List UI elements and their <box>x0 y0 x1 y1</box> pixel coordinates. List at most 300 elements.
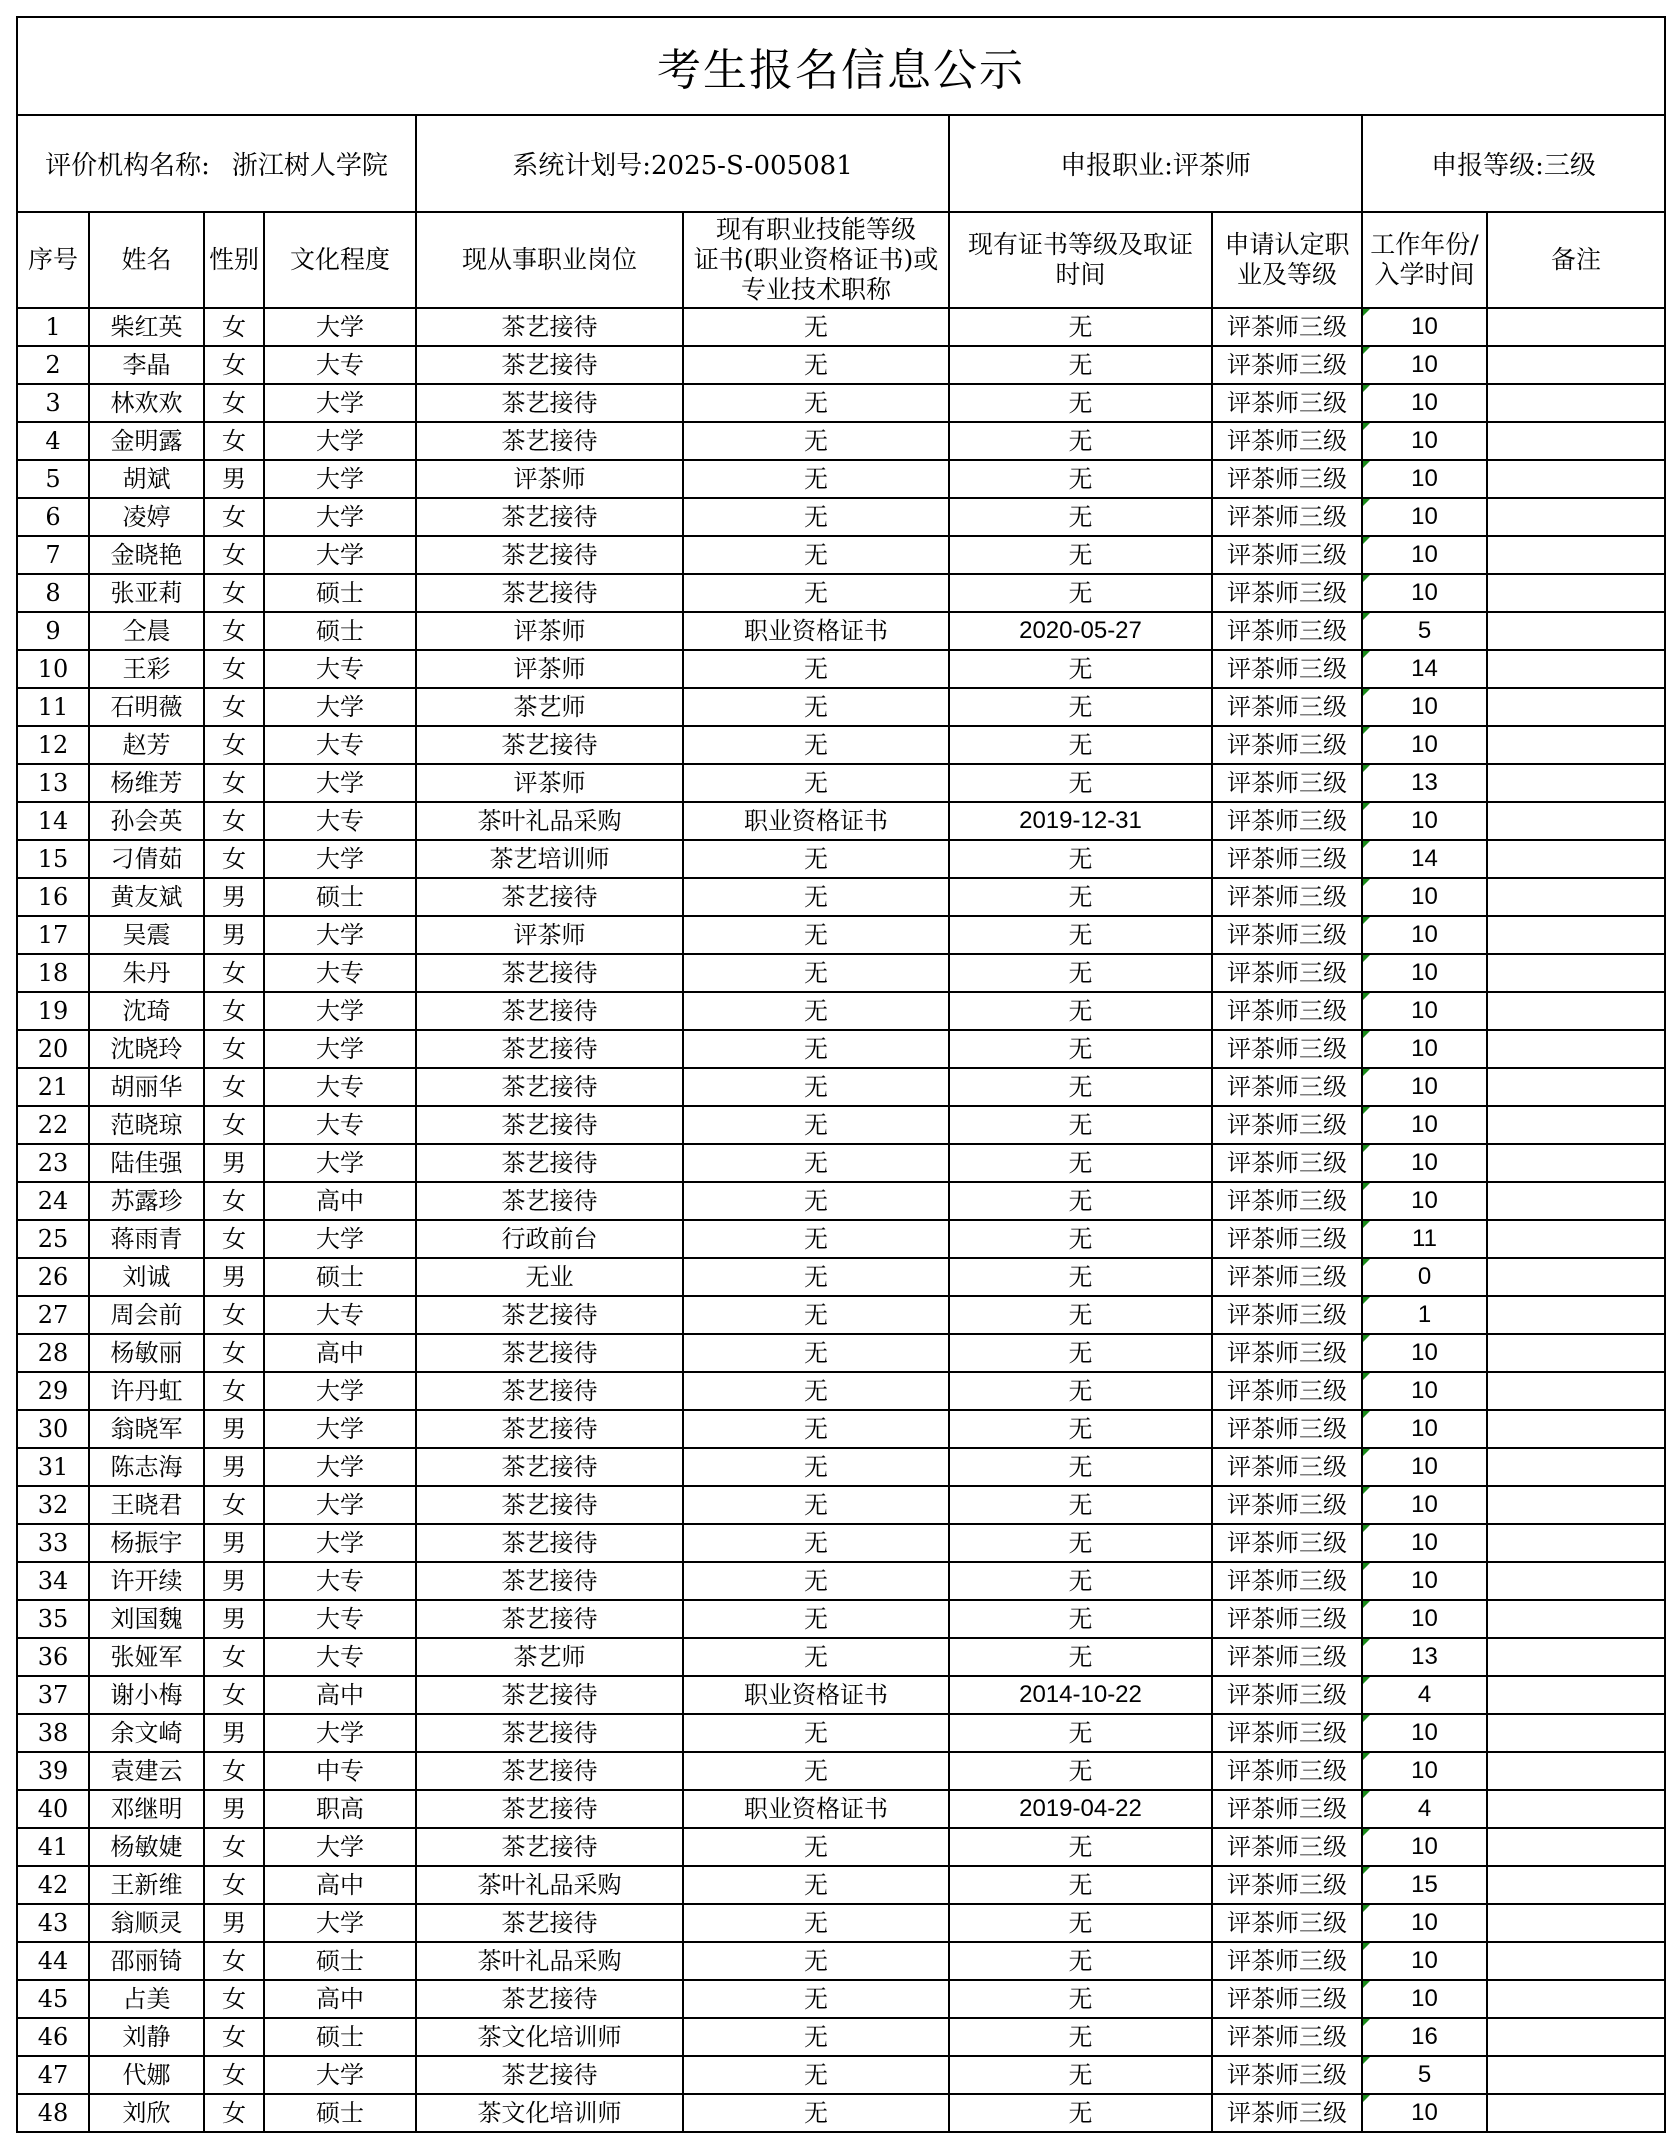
cell-education: 大学 <box>264 1030 416 1068</box>
cell-name: 刁倩茹 <box>89 840 204 878</box>
cell-cert-time: 无 <box>949 574 1212 612</box>
cell-name: 王新维 <box>89 1866 204 1904</box>
cell-seq: 22 <box>17 1106 89 1144</box>
cell-seq: 38 <box>17 1714 89 1752</box>
cell-cert-time: 无 <box>949 1144 1212 1182</box>
cell-education: 大学 <box>264 1372 416 1410</box>
table-row <box>17 1828 1665 1866</box>
cell-cert-time: 无 <box>949 308 1212 346</box>
cell-education: 大学 <box>264 1904 416 1942</box>
table-row <box>17 1068 1665 1106</box>
table-row <box>17 764 1665 802</box>
cell-name: 仝晨 <box>89 612 204 650</box>
cell-gender: 女 <box>204 1372 264 1410</box>
cell-cert-time: 无 <box>949 1106 1212 1144</box>
table-row <box>17 1904 1665 1942</box>
cell-current-job: 茶艺师 <box>416 1638 683 1676</box>
cell-apply: 评茶师三级 <box>1212 878 1362 916</box>
cell-seq: 7 <box>17 536 89 574</box>
table-row <box>17 1144 1665 1182</box>
table-row <box>17 1676 1665 1714</box>
plan-value: 2025-S-005081 <box>651 151 853 181</box>
cell-remark <box>1487 612 1665 650</box>
cell-seq: 32 <box>17 1486 89 1524</box>
cell-gender: 女 <box>204 536 264 574</box>
cell-remark <box>1487 2018 1665 2056</box>
cell-seq: 34 <box>17 1562 89 1600</box>
cell-gender: 女 <box>204 650 264 688</box>
cell-years: 11 <box>1362 1220 1487 1258</box>
cell-current-job: 茶艺接待 <box>416 1372 683 1410</box>
cell-remark <box>1487 574 1665 612</box>
cell-apply: 评茶师三级 <box>1212 1942 1362 1980</box>
table-row <box>17 1866 1665 1904</box>
cell-remark <box>1487 1372 1665 1410</box>
cell-certificate: 无 <box>683 688 949 726</box>
cell-apply: 评茶师三级 <box>1212 1296 1362 1334</box>
cell-cert-time: 无 <box>949 878 1212 916</box>
cell-name: 周会前 <box>89 1296 204 1334</box>
table-row <box>17 2094 1665 2132</box>
cell-education: 硕士 <box>264 574 416 612</box>
cell-remark <box>1487 840 1665 878</box>
table-row <box>17 1182 1665 1220</box>
header-cert-time <box>949 212 1212 308</box>
cell-apply: 评茶师三级 <box>1212 2018 1362 2056</box>
table-row <box>17 1752 1665 1790</box>
cell-gender: 男 <box>204 1790 264 1828</box>
cell-name: 沈晓玲 <box>89 1030 204 1068</box>
cell-remark <box>1487 460 1665 498</box>
cell-name: 张亚莉 <box>89 574 204 612</box>
cell-apply: 评茶师三级 <box>1212 1676 1362 1714</box>
cell-seq: 36 <box>17 1638 89 1676</box>
cell-remark <box>1487 1106 1665 1144</box>
cell-name: 苏露珍 <box>89 1182 204 1220</box>
cell-gender: 男 <box>204 1600 264 1638</box>
cell-name: 凌婷 <box>89 498 204 536</box>
cell-gender: 女 <box>204 1828 264 1866</box>
cell-years: 10 <box>1362 498 1487 536</box>
cell-gender: 女 <box>204 1676 264 1714</box>
cell-current-job: 茶艺师 <box>416 688 683 726</box>
cell-education: 硕士 <box>264 2018 416 2056</box>
cell-remark <box>1487 1220 1665 1258</box>
header-current-job: 现从事职业岗位 <box>416 212 683 308</box>
cell-gender: 女 <box>204 992 264 1030</box>
table-row <box>17 1448 1665 1486</box>
table-row <box>17 574 1665 612</box>
cell-gender: 男 <box>204 1410 264 1448</box>
cell-certificate: 无 <box>683 726 949 764</box>
cell-apply: 评茶师三级 <box>1212 726 1362 764</box>
cell-cert-time: 2014-10-22 <box>949 1676 1212 1714</box>
cell-cert-time: 无 <box>949 1220 1212 1258</box>
cell-remark <box>1487 916 1665 954</box>
cell-gender: 女 <box>204 1486 264 1524</box>
cell-name: 占美 <box>89 1980 204 2018</box>
cell-remark <box>1487 1258 1665 1296</box>
cell-current-job: 茶艺接待 <box>416 1828 683 1866</box>
cell-gender: 男 <box>204 1904 264 1942</box>
cell-current-job: 茶艺接待 <box>416 1448 683 1486</box>
cell-name: 翁顺灵 <box>89 1904 204 1942</box>
cell-seq: 18 <box>17 954 89 992</box>
cell-remark <box>1487 1638 1665 1676</box>
cell-remark <box>1487 308 1665 346</box>
title-row <box>17 17 1665 115</box>
cell-apply: 评茶师三级 <box>1212 574 1362 612</box>
cell-cert-time: 无 <box>949 1524 1212 1562</box>
cell-remark <box>1487 1030 1665 1068</box>
cell-cert-time: 无 <box>949 498 1212 536</box>
cell-certificate: 职业资格证书 <box>683 612 949 650</box>
cell-remark <box>1487 1790 1665 1828</box>
table-row <box>17 1524 1665 1562</box>
table-row <box>17 726 1665 764</box>
cell-remark <box>1487 1144 1665 1182</box>
cell-apply: 评茶师三级 <box>1212 802 1362 840</box>
cell-cert-time: 无 <box>949 1296 1212 1334</box>
cell-seq: 31 <box>17 1448 89 1486</box>
cell-certificate: 无 <box>683 1866 949 1904</box>
cell-cert-time: 无 <box>949 1904 1212 1942</box>
cell-certificate: 无 <box>683 1296 949 1334</box>
cell-years: 10 <box>1362 1448 1487 1486</box>
header-seq: 序号 <box>17 212 89 308</box>
cell-certificate: 无 <box>683 954 949 992</box>
header-certificate <box>683 212 949 308</box>
cell-current-job: 茶艺接待 <box>416 308 683 346</box>
cell-years: 10 <box>1362 1182 1487 1220</box>
cell-cert-time: 无 <box>949 1068 1212 1106</box>
cell-years: 4 <box>1362 1790 1487 1828</box>
cell-certificate: 无 <box>683 1106 949 1144</box>
cell-certificate: 职业资格证书 <box>683 802 949 840</box>
table-row <box>17 802 1665 840</box>
cell-gender: 女 <box>204 764 264 802</box>
cell-years: 10 <box>1362 1942 1487 1980</box>
cell-gender: 女 <box>204 1182 264 1220</box>
cell-name: 杨敏丽 <box>89 1334 204 1372</box>
cell-years: 14 <box>1362 840 1487 878</box>
cell-current-job: 茶叶礼品采购 <box>416 1942 683 1980</box>
cell-remark <box>1487 1296 1665 1334</box>
table-row <box>17 1220 1665 1258</box>
cell-certificate: 无 <box>683 650 949 688</box>
cell-seq: 5 <box>17 460 89 498</box>
cell-certificate: 无 <box>683 916 949 954</box>
cell-current-job: 茶艺接待 <box>416 1790 683 1828</box>
cell-years: 10 <box>1362 574 1487 612</box>
cell-apply: 评茶师三级 <box>1212 2094 1362 2132</box>
cell-years: 10 <box>1362 346 1487 384</box>
cell-current-job: 茶艺接待 <box>416 1676 683 1714</box>
level-info-cell <box>1362 115 1665 212</box>
cell-certificate: 无 <box>683 764 949 802</box>
level-value: 三级 <box>1543 151 1596 181</box>
cell-gender: 女 <box>204 1334 264 1372</box>
table-row <box>17 1106 1665 1144</box>
cell-gender: 女 <box>204 1068 264 1106</box>
table-row <box>17 1714 1665 1752</box>
cell-certificate: 职业资格证书 <box>683 1790 949 1828</box>
cell-name: 谢小梅 <box>89 1676 204 1714</box>
cell-current-job: 茶叶礼品采购 <box>416 802 683 840</box>
cell-cert-time: 无 <box>949 460 1212 498</box>
cell-remark <box>1487 954 1665 992</box>
cell-years: 10 <box>1362 1752 1487 1790</box>
cell-certificate: 无 <box>683 2056 949 2094</box>
cell-cert-time: 2019-04-22 <box>949 1790 1212 1828</box>
cell-seq: 47 <box>17 2056 89 2094</box>
cell-seq: 35 <box>17 1600 89 1638</box>
cell-education: 高中 <box>264 1980 416 2018</box>
cell-education: 大专 <box>264 1296 416 1334</box>
header-certificate-line1: 现有职业技能等级 <box>715 215 916 244</box>
cell-gender: 男 <box>204 916 264 954</box>
cell-cert-time: 无 <box>949 1182 1212 1220</box>
cell-years: 10 <box>1362 1524 1487 1562</box>
registration-table <box>16 16 1666 2133</box>
cell-name: 张娅军 <box>89 1638 204 1676</box>
cell-certificate: 无 <box>683 384 949 422</box>
cell-apply: 评茶师三级 <box>1212 536 1362 574</box>
cell-gender: 女 <box>204 840 264 878</box>
cell-current-job: 茶艺培训师 <box>416 840 683 878</box>
cell-name: 杨维芳 <box>89 764 204 802</box>
cell-apply: 评茶师三级 <box>1212 688 1362 726</box>
cell-name: 袁建云 <box>89 1752 204 1790</box>
cell-seq: 10 <box>17 650 89 688</box>
cell-education: 大专 <box>264 1106 416 1144</box>
cell-certificate: 无 <box>683 1980 949 2018</box>
cell-current-job: 茶艺接待 <box>416 1106 683 1144</box>
cell-certificate: 无 <box>683 840 949 878</box>
header-name: 姓名 <box>89 212 204 308</box>
cell-years: 10 <box>1362 1410 1487 1448</box>
table-row <box>17 422 1665 460</box>
cell-cert-time: 无 <box>949 1638 1212 1676</box>
cell-apply: 评茶师三级 <box>1212 916 1362 954</box>
cell-current-job: 茶艺接待 <box>416 1182 683 1220</box>
cell-name: 赵芳 <box>89 726 204 764</box>
cell-apply: 评茶师三级 <box>1212 1562 1362 1600</box>
cell-seq: 23 <box>17 1144 89 1182</box>
cell-remark <box>1487 384 1665 422</box>
cell-cert-time: 无 <box>949 1410 1212 1448</box>
cell-seq: 15 <box>17 840 89 878</box>
cell-apply: 评茶师三级 <box>1212 840 1362 878</box>
cell-certificate: 无 <box>683 574 949 612</box>
cell-years: 10 <box>1362 536 1487 574</box>
header-certificate-line3: 专业技术职称 <box>740 275 891 304</box>
cell-gender: 女 <box>204 2018 264 2056</box>
cell-remark <box>1487 1828 1665 1866</box>
cell-education: 高中 <box>264 1676 416 1714</box>
cell-apply: 评茶师三级 <box>1212 1866 1362 1904</box>
cell-education: 大学 <box>264 1448 416 1486</box>
cell-seq: 39 <box>17 1752 89 1790</box>
cell-years: 10 <box>1362 1486 1487 1524</box>
cell-education: 职高 <box>264 1790 416 1828</box>
cell-cert-time: 无 <box>949 1942 1212 1980</box>
cell-years: 10 <box>1362 1980 1487 2018</box>
cell-education: 高中 <box>264 1334 416 1372</box>
table-row <box>17 1486 1665 1524</box>
cell-seq: 17 <box>17 916 89 954</box>
cell-certificate: 无 <box>683 460 949 498</box>
cell-current-job: 茶艺接待 <box>416 384 683 422</box>
cell-certificate: 职业资格证书 <box>683 1676 949 1714</box>
cell-seq: 8 <box>17 574 89 612</box>
header-apply-line2: 业及等级 <box>1236 260 1337 289</box>
cell-current-job: 茶艺接待 <box>416 1904 683 1942</box>
cell-seq: 40 <box>17 1790 89 1828</box>
cell-gender: 女 <box>204 308 264 346</box>
cell-current-job: 茶艺接待 <box>416 726 683 764</box>
cell-cert-time: 无 <box>949 916 1212 954</box>
cell-gender: 女 <box>204 1106 264 1144</box>
cell-current-job: 茶艺接待 <box>416 1410 683 1448</box>
cell-current-job: 茶艺接待 <box>416 1752 683 1790</box>
cell-remark <box>1487 2094 1665 2132</box>
cell-apply: 评茶师三级 <box>1212 650 1362 688</box>
cell-remark <box>1487 688 1665 726</box>
cell-current-job: 评茶师 <box>416 764 683 802</box>
cell-name: 林欢欢 <box>89 384 204 422</box>
cell-education: 大专 <box>264 802 416 840</box>
cell-certificate: 无 <box>683 992 949 1030</box>
cell-education: 大专 <box>264 1562 416 1600</box>
cell-seq: 24 <box>17 1182 89 1220</box>
cell-name: 朱丹 <box>89 954 204 992</box>
cell-apply: 评茶师三级 <box>1212 460 1362 498</box>
cell-cert-time: 无 <box>949 688 1212 726</box>
cell-years: 15 <box>1362 1866 1487 1904</box>
cell-remark <box>1487 422 1665 460</box>
cell-certificate: 无 <box>683 1714 949 1752</box>
level-label: 申报等级: <box>1431 151 1544 181</box>
cell-remark <box>1487 1410 1665 1448</box>
cell-seq: 46 <box>17 2018 89 2056</box>
cell-cert-time: 无 <box>949 764 1212 802</box>
cell-apply: 评茶师三级 <box>1212 1486 1362 1524</box>
cell-cert-time: 无 <box>949 1258 1212 1296</box>
cell-certificate: 无 <box>683 1220 949 1258</box>
cell-apply: 评茶师三级 <box>1212 1524 1362 1562</box>
cell-years: 10 <box>1362 460 1487 498</box>
cell-years: 10 <box>1362 1904 1487 1942</box>
cell-gender: 女 <box>204 954 264 992</box>
cell-name: 柴红英 <box>89 308 204 346</box>
cell-apply: 评茶师三级 <box>1212 1790 1362 1828</box>
cell-education: 大学 <box>264 2056 416 2094</box>
table-row <box>17 878 1665 916</box>
cell-name: 吴震 <box>89 916 204 954</box>
cell-remark <box>1487 1182 1665 1220</box>
cell-gender: 男 <box>204 1562 264 1600</box>
cell-gender: 女 <box>204 2056 264 2094</box>
cell-cert-time: 无 <box>949 1334 1212 1372</box>
table-row <box>17 612 1665 650</box>
cell-gender: 女 <box>204 688 264 726</box>
cell-cert-time: 无 <box>949 992 1212 1030</box>
job-info-cell <box>949 115 1362 212</box>
cell-apply: 评茶师三级 <box>1212 764 1362 802</box>
cell-name: 李晶 <box>89 346 204 384</box>
cell-certificate: 无 <box>683 346 949 384</box>
cell-certificate: 无 <box>683 1182 949 1220</box>
cell-name: 沈琦 <box>89 992 204 1030</box>
cell-remark <box>1487 1524 1665 1562</box>
cell-years: 10 <box>1362 954 1487 992</box>
cell-years: 10 <box>1362 1144 1487 1182</box>
cell-seq: 25 <box>17 1220 89 1258</box>
cell-name: 金晓艳 <box>89 536 204 574</box>
cell-cert-time: 无 <box>949 840 1212 878</box>
cell-certificate: 无 <box>683 1524 949 1562</box>
cell-certificate: 无 <box>683 498 949 536</box>
cell-certificate: 无 <box>683 2094 949 2132</box>
cell-gender: 女 <box>204 1638 264 1676</box>
header-education: 文化程度 <box>264 212 416 308</box>
cell-apply: 评茶师三级 <box>1212 2056 1362 2094</box>
cell-seq: 9 <box>17 612 89 650</box>
info-row <box>17 115 1665 212</box>
cell-cert-time: 无 <box>949 1600 1212 1638</box>
cell-education: 大专 <box>264 726 416 764</box>
cell-gender: 女 <box>204 384 264 422</box>
cell-apply: 评茶师三级 <box>1212 1638 1362 1676</box>
cell-certificate: 无 <box>683 1030 949 1068</box>
cell-seq: 29 <box>17 1372 89 1410</box>
cell-remark <box>1487 1714 1665 1752</box>
table-row <box>17 346 1665 384</box>
cell-seq: 11 <box>17 688 89 726</box>
cell-apply: 评茶师三级 <box>1212 1714 1362 1752</box>
cell-gender: 女 <box>204 1296 264 1334</box>
cell-remark <box>1487 878 1665 916</box>
cell-cert-time: 2020-05-27 <box>949 612 1212 650</box>
cell-cert-time: 无 <box>949 1752 1212 1790</box>
cell-apply: 评茶师三级 <box>1212 1334 1362 1372</box>
cell-years: 10 <box>1362 802 1487 840</box>
cell-cert-time: 无 <box>949 2018 1212 2056</box>
cell-education: 大学 <box>264 498 416 536</box>
cell-cert-time: 无 <box>949 1714 1212 1752</box>
cell-education: 大专 <box>264 1600 416 1638</box>
cell-apply: 评茶师三级 <box>1212 1220 1362 1258</box>
cell-remark <box>1487 1980 1665 2018</box>
cell-certificate: 无 <box>683 1904 949 1942</box>
cell-current-job: 行政前台 <box>416 1220 683 1258</box>
cell-seq: 12 <box>17 726 89 764</box>
cell-remark <box>1487 1942 1665 1980</box>
cell-remark <box>1487 764 1665 802</box>
cell-name: 刘静 <box>89 2018 204 2056</box>
cell-current-job: 评茶师 <box>416 612 683 650</box>
cell-certificate: 无 <box>683 878 949 916</box>
cell-name: 代娜 <box>89 2056 204 2094</box>
cell-years: 16 <box>1362 2018 1487 2056</box>
cell-current-job: 茶艺接待 <box>416 1296 683 1334</box>
cell-remark <box>1487 1904 1665 1942</box>
cell-gender: 男 <box>204 1714 264 1752</box>
cell-name: 胡丽华 <box>89 1068 204 1106</box>
header-years <box>1362 212 1487 308</box>
cell-apply: 评茶师三级 <box>1212 1372 1362 1410</box>
